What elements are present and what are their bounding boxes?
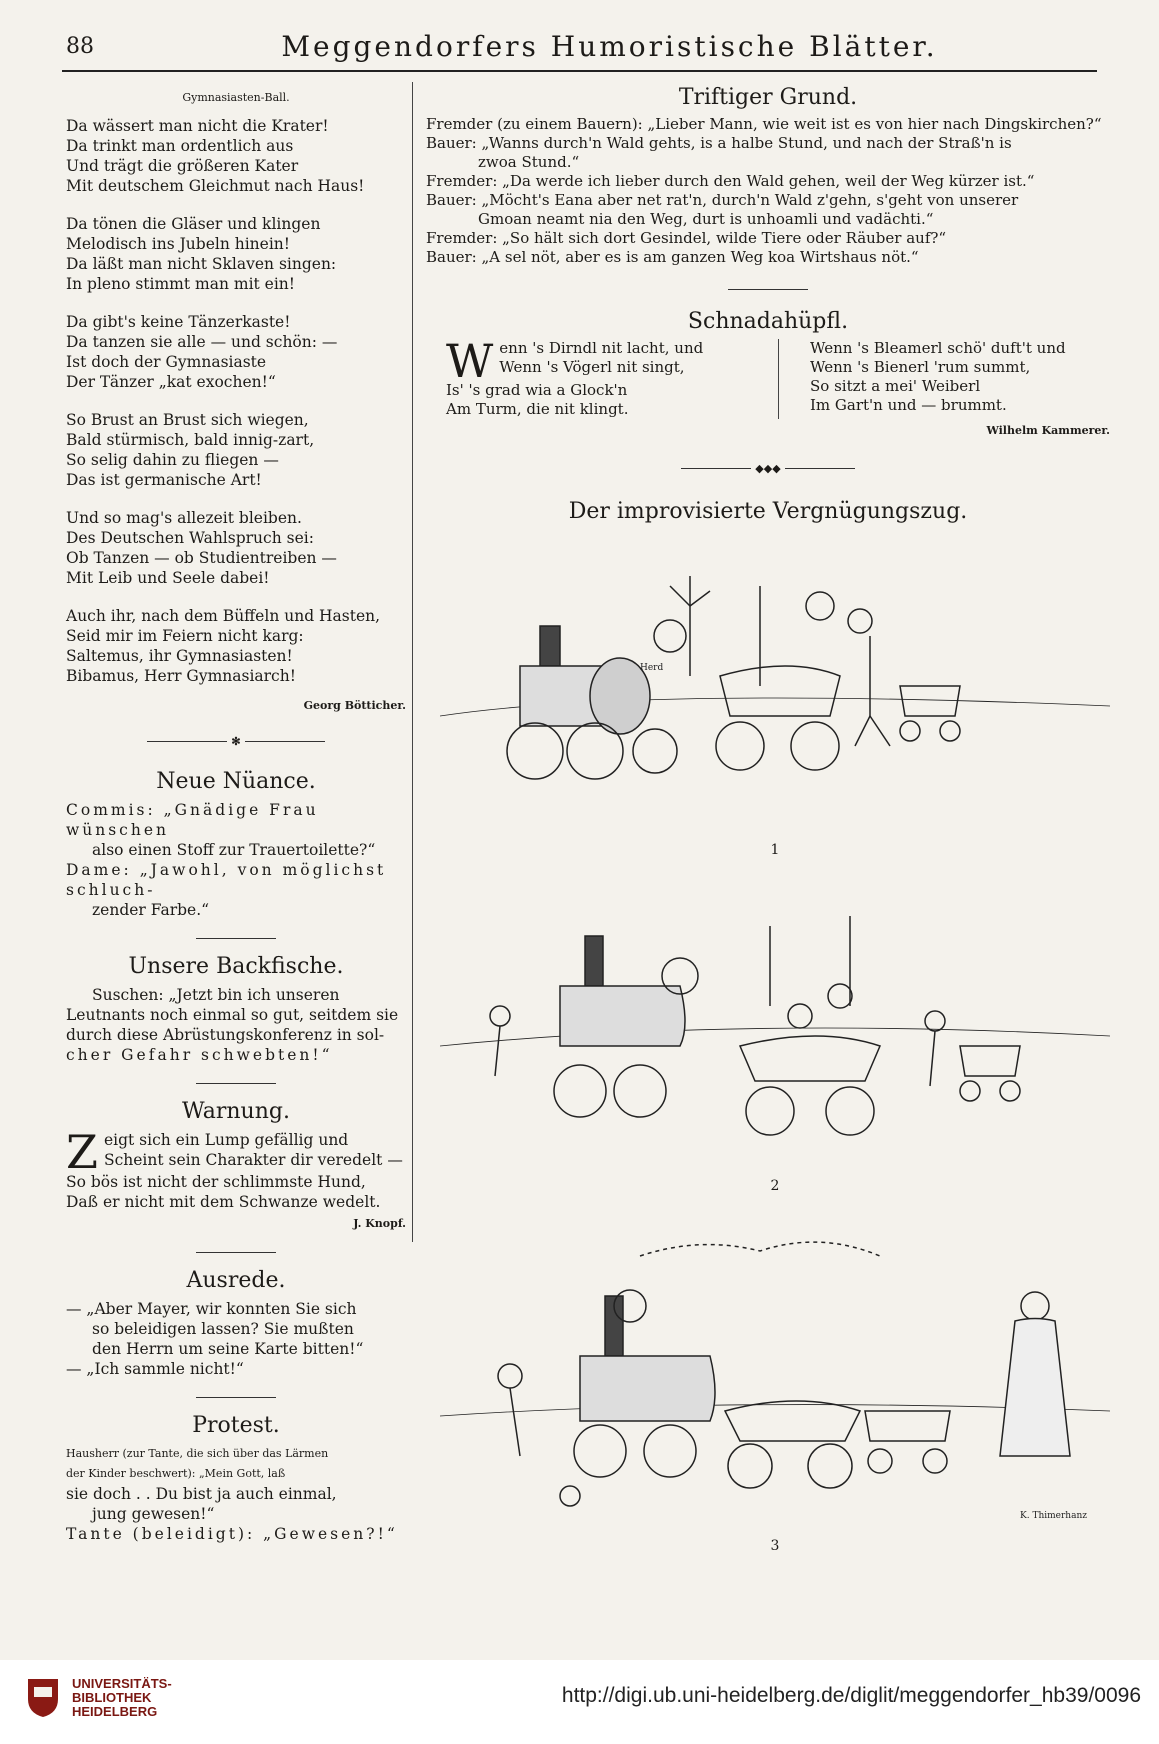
poem-line: So Brust an Brust sich wiegen, xyxy=(66,411,309,429)
text-line: — „Ich sammle nicht!“ xyxy=(66,1360,244,1378)
text-line: Im Gart'n und — brummt. xyxy=(810,396,1007,414)
poem-line: Bibamus, Herr Gymnasiarch! xyxy=(66,667,296,685)
text-line: So sitzt a mei' Weiberl xyxy=(810,377,981,395)
library-line: UNIVERSITÄTS- xyxy=(72,1676,172,1691)
drop-cap: Z xyxy=(66,1125,98,1179)
triftig-text xyxy=(426,115,1110,267)
warnung-author: J. Knopf. xyxy=(353,1217,406,1230)
text-line: Is' 's grad wia a Glock'n xyxy=(446,381,628,399)
poem-line: Das ist germanische Art! xyxy=(66,471,262,489)
poem-line: Ist doch der Gymnasiaste xyxy=(66,353,267,371)
poem-line: Der Tänzer „kat exochen!“ xyxy=(66,373,276,391)
text-line: zwoa Stund.“ xyxy=(478,153,580,171)
protest-text xyxy=(66,1444,406,1544)
page-number: 88 xyxy=(66,34,94,59)
source-url-link[interactable]: http://digi.ub.uni-heidelberg.de/diglit/meggendorfer_hb39/0096 xyxy=(561,1684,1141,1707)
poem-stanza xyxy=(66,508,406,588)
library-logo-icon xyxy=(22,1675,64,1719)
ornament-divider: ◆◆◆ xyxy=(426,458,1110,478)
caption-3: 3 xyxy=(770,1538,780,1554)
verse-divider xyxy=(778,339,779,419)
drop-cap: W xyxy=(446,334,494,388)
poem-line: Des Deutschen Wahlspruch sei: xyxy=(66,529,314,547)
ausrede-text xyxy=(66,1299,406,1379)
poem-stanza xyxy=(66,606,406,686)
text-line: Daß er nicht mit dem Schwanze wedelt. xyxy=(66,1193,381,1211)
poem-line: In pleno stimmt man mit ein! xyxy=(66,275,296,293)
nuance-text xyxy=(66,800,406,920)
short-rule xyxy=(196,1252,276,1253)
text-line: Dame: „Jawohl, von möglichst schluch- xyxy=(66,861,387,899)
journal-title: Meggendorfers Humoristische Blätter. xyxy=(281,30,938,63)
zug-title: Der improvisierte Vergnügungszug. xyxy=(568,499,968,524)
text-line: Hausherr (zur Tante, die sich über das Lärmen xyxy=(66,1447,329,1460)
text-line: also einen Stoff zur Trauertoilette?“ xyxy=(92,841,376,859)
poem-line: Und so mag's allezeit bleiben. xyxy=(66,509,302,527)
short-rule xyxy=(196,1083,276,1084)
right-column xyxy=(426,85,1110,529)
library-name xyxy=(72,1677,172,1719)
poem-line: So selig dahin zu fliegen — xyxy=(66,451,279,469)
protest-title: Protest. xyxy=(192,1413,280,1438)
poem-line: Da wässert man nicht die Krater! xyxy=(66,117,329,135)
text-line: So bös ist nicht der schlimmste Hund, xyxy=(66,1173,366,1191)
ornament-divider: ✻ xyxy=(66,730,406,752)
poem-line: Mit deutschem Gleichmut nach Haus! xyxy=(66,177,365,195)
text-line: Fremder: „Da werde ich lieber durch den Wald gehen, weil der Weg kürzer ist.“ xyxy=(426,172,1035,190)
poem-stanza xyxy=(66,312,406,392)
poem-line: Mit Leib und Seele dabei! xyxy=(66,569,270,587)
verse-left xyxy=(426,334,746,419)
poem-line: Melodisch ins Jubeln hinein! xyxy=(66,235,291,253)
cartoon-train-scene xyxy=(440,906,1110,1176)
illustration-2 xyxy=(440,906,1110,1176)
text-line: Am Turm, die nit klingt. xyxy=(446,400,629,418)
caption-1: 1 xyxy=(770,842,780,858)
verse-right xyxy=(810,339,1110,419)
text-line: Commis: „Gnädige Frau wünschen xyxy=(66,801,319,839)
poem-line: Da tönen die Gläser und klingen xyxy=(66,215,321,233)
backfische-title: Unsere Backfische. xyxy=(128,954,344,979)
text-line: Wenn 's Bienerl 'rum summt, xyxy=(810,358,1031,376)
text-line: eigt sich ein Lump gefällig und xyxy=(103,1131,349,1149)
short-rule xyxy=(196,1397,276,1398)
poem-body xyxy=(66,116,406,686)
warnung-title: Warnung. xyxy=(182,1099,290,1124)
poem-line: Da läßt man nicht Sklaven singen: xyxy=(66,255,337,273)
text-line: cher Gefahr schwebten!“ xyxy=(66,1046,333,1064)
poem-line: Auch ihr, nach dem Büffeln und Hasten, xyxy=(66,607,381,625)
poem-stanza xyxy=(66,214,406,294)
text-line: Fremder: „So hält sich dort Gesindel, wilde Tiere oder Räuber auf?“ xyxy=(426,229,947,247)
left-column xyxy=(66,88,406,1544)
text-line: Bauer: „Möcht's Eana aber net rat'n, durch'n Wald z'gehn, s'geht von unserer xyxy=(426,191,1019,209)
cartoon-train-scene xyxy=(440,566,1110,836)
ausrede-title: Ausrede. xyxy=(186,1268,286,1293)
schnada-title: Schnadahüpfl. xyxy=(687,309,849,334)
library-line: HEIDELBERG xyxy=(72,1704,158,1719)
triftig-title: Triftiger Grund. xyxy=(678,85,858,110)
poem-line: Da tanzen sie alle — und schön: — xyxy=(66,333,338,351)
text-line: Leutnants noch einmal so gut, seitdem sie xyxy=(66,1006,399,1024)
text-line: Fremder (zu einem Bauern): „Lieber Mann, wie weit ist es von hier nach Dingskirchen?“ xyxy=(426,115,1102,133)
text-line: — „Aber Mayer, wir konnten Sie sich xyxy=(66,1300,357,1318)
text-line: sie doch . . Du bist ja auch einmal, xyxy=(66,1485,337,1503)
caption-2: 2 xyxy=(770,1178,780,1194)
text-line: Wenn 's Bleamerl schö' duft't und xyxy=(810,339,1066,357)
poem-line: Da trinkt man ordentlich aus xyxy=(66,137,294,155)
poem-line: Ob Tanzen — ob Studientreiben — xyxy=(66,549,337,567)
text-line: den Herrn um seine Karte bitten!“ xyxy=(92,1340,364,1358)
backfische-text xyxy=(66,985,406,1065)
text-line: Bauer: „A sel nöt, aber es is am ganzen Weg koa Wirtshaus nöt.“ xyxy=(426,248,919,266)
poem-line: Da gibt's keine Tänzerkaste! xyxy=(66,313,291,331)
text-line: Bauer: „Wanns durch'n Wald gehts, is a halbe Stund, und nach der Straß'n is xyxy=(426,134,1012,152)
artist-signature: K. Thimerhanz xyxy=(1020,1511,1087,1521)
library-line: BIBLIOTHEK xyxy=(72,1690,152,1705)
illustration-3 xyxy=(440,1226,1110,1526)
warnung-text xyxy=(66,1125,406,1212)
text-line: so beleidigen lassen? Sie mußten xyxy=(92,1320,354,1338)
short-rule xyxy=(728,289,808,290)
text-line: Suschen: „Jetzt bin ich unseren xyxy=(92,986,340,1004)
illustration-1 xyxy=(440,566,1110,836)
text-line: Gmoan neamt nia den Weg, durt is unhoamli und vadächti.“ xyxy=(478,210,934,228)
poem-line: Bald stürmisch, bald innig-zart, xyxy=(66,431,315,449)
poem-line: Seid mir im Feiern nicht karg: xyxy=(66,627,304,645)
schnada-verses xyxy=(426,334,1110,419)
text-line: Wenn 's Vögerl nit singt, xyxy=(499,358,685,376)
poem-author: Georg Bötticher. xyxy=(303,699,406,712)
schnada-author: Wilhelm Kammerer. xyxy=(986,424,1110,437)
text-line: Scheint sein Charakter dir veredelt — xyxy=(103,1151,403,1169)
text-line: der Kinder beschwert): „Mein Gott, laß xyxy=(66,1467,286,1480)
text-line: enn 's Dirndl nit lacht, und xyxy=(499,339,704,357)
short-rule xyxy=(196,938,276,939)
poem-title: Gymnasiasten-Ball. xyxy=(182,91,290,104)
nuance-title: Neue Nüance. xyxy=(156,769,316,794)
text-line: zender Farbe.“ xyxy=(92,901,210,919)
text-line: Tante (beleidigt): „Gewesen?!“ xyxy=(66,1525,398,1543)
poem-stanza xyxy=(66,410,406,490)
column-divider xyxy=(412,82,413,1242)
cartoon-train-scene xyxy=(440,1226,1110,1526)
poem-stanza xyxy=(66,116,406,196)
header-rule xyxy=(62,70,1097,72)
text-line: durch diese Abrüstungskonferenz in sol- xyxy=(66,1026,385,1044)
poem-line: Saltemus, ihr Gymnasiasten! xyxy=(66,647,293,665)
poem-line: Und trägt die größeren Kater xyxy=(66,157,299,175)
boiler-label: Herd xyxy=(640,663,664,673)
text-line: jung gewesen!“ xyxy=(92,1505,215,1523)
